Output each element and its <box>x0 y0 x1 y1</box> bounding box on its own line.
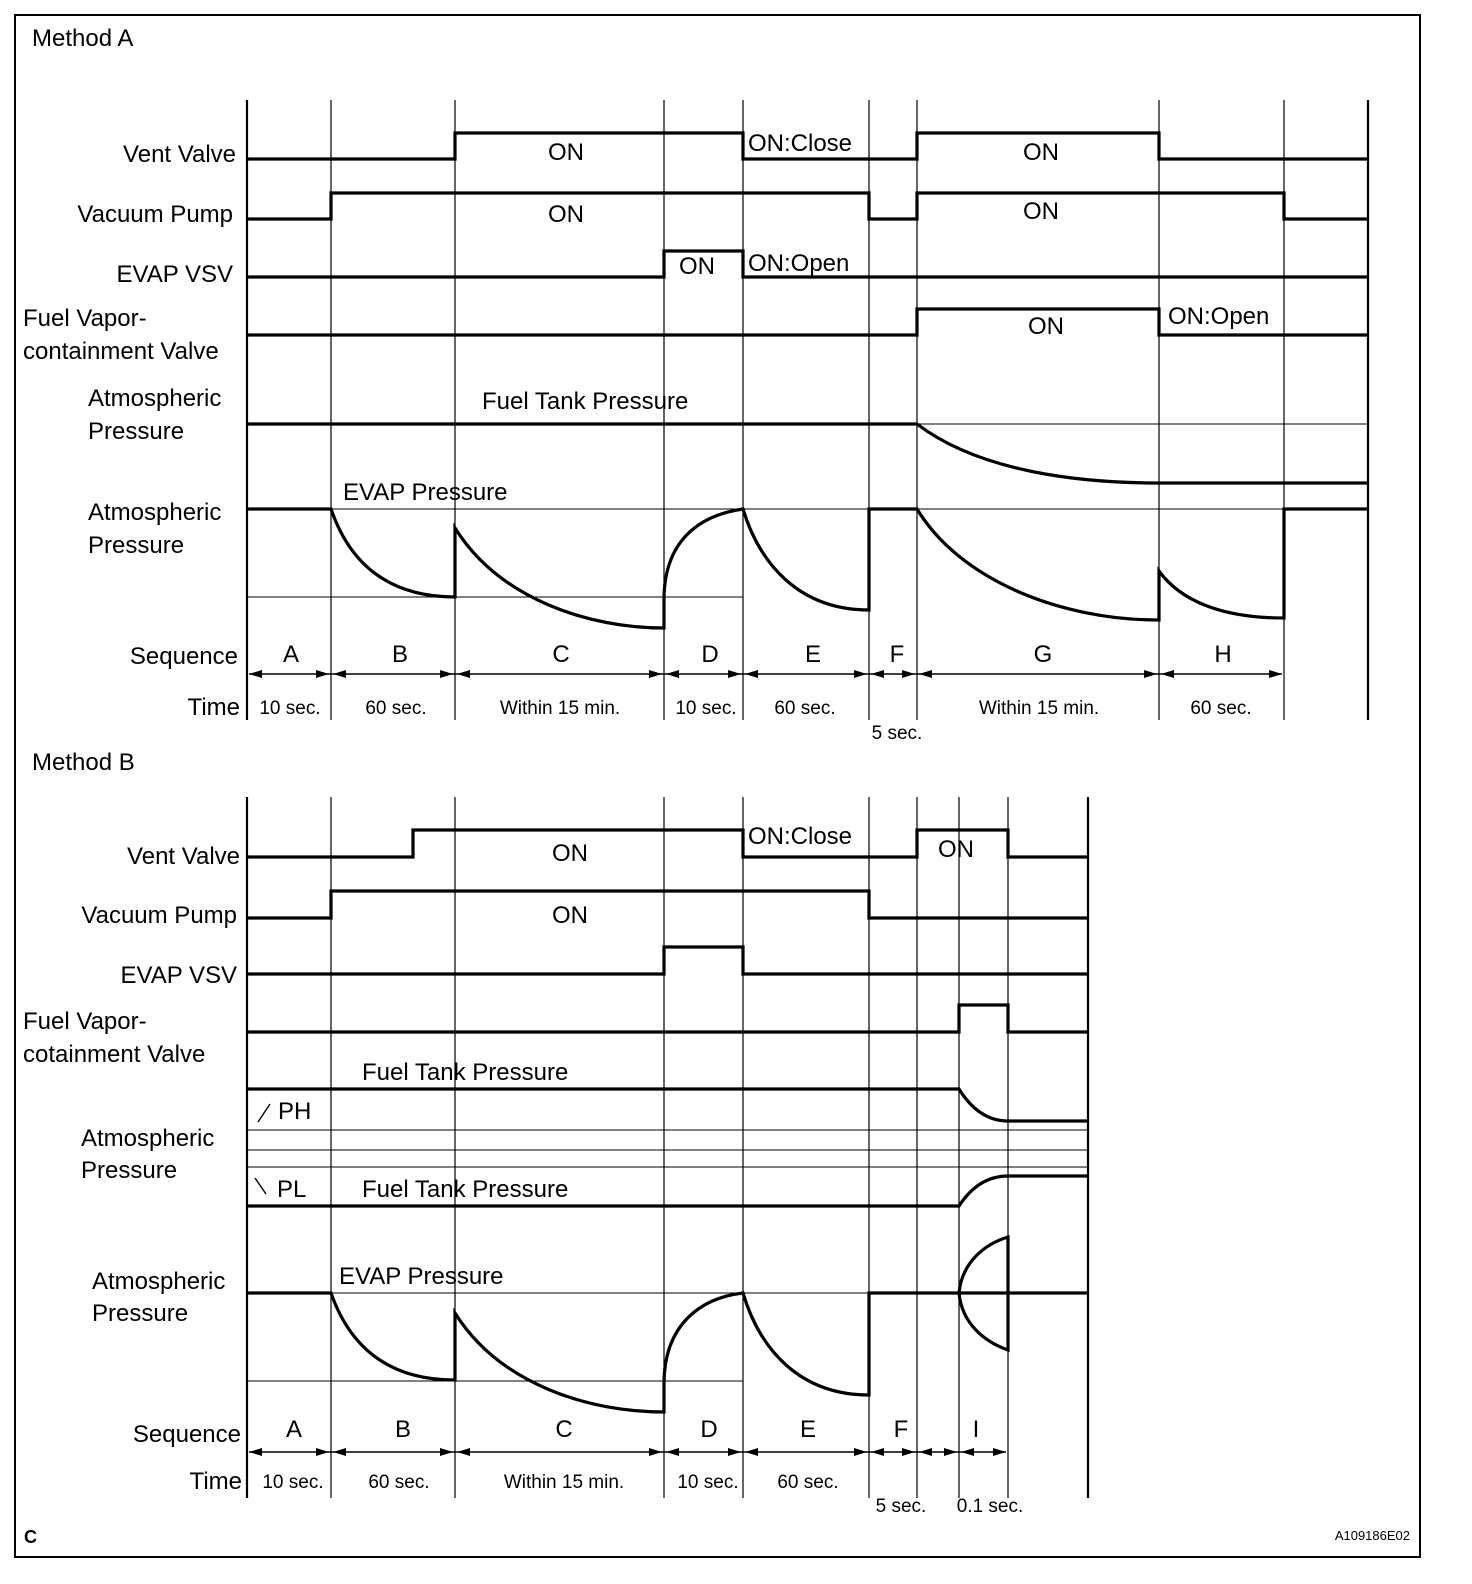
arrowhead <box>871 1448 884 1456</box>
a-seq-arrows <box>249 670 1282 678</box>
figure-code: C <box>24 1527 37 1547</box>
a-pump-on-label-1: ON <box>548 201 584 228</box>
b-seq-letter: I <box>972 1416 980 1443</box>
a-seq-letter: G <box>1033 641 1053 668</box>
arrowhead <box>919 1448 932 1456</box>
a-label-fvc-2: containment Valve <box>23 338 219 365</box>
b-label-atm2-1: Atmospheric <box>92 1268 226 1295</box>
figure-id: A109186E02 <box>1334 1528 1410 1543</box>
b-fuel-tank-pressure-high-trace <box>247 1089 1088 1121</box>
b-label-fvc-2: cotainment Valve <box>23 1041 206 1068</box>
a-vsv-on-label: ON <box>679 253 715 280</box>
arrowhead <box>1144 670 1157 678</box>
a-label-vacuum-pump: Vacuum Pump <box>77 201 233 228</box>
b-seq-letter: F <box>893 1416 909 1443</box>
a-label-atm2-2: Pressure <box>88 532 185 559</box>
b-time-label: 60 sec. <box>368 1472 430 1493</box>
arrowhead <box>249 1448 262 1456</box>
a-time-label: Within 15 min. <box>978 698 1100 719</box>
b-vent-on-label-2: ON <box>938 836 974 863</box>
arrowhead <box>745 1448 758 1456</box>
b-vacuum-pump-trace <box>247 891 1088 918</box>
a-label-fvc-1: Fuel Vapor- <box>23 305 147 332</box>
arrowhead <box>745 670 758 678</box>
a-time-label: 10 sec. <box>675 698 737 719</box>
b-seq-letter: A <box>285 1416 303 1443</box>
arrowhead <box>666 1448 679 1456</box>
a-vent-on-label-1: ON <box>548 139 584 166</box>
arrowhead <box>854 670 867 678</box>
arrowhead <box>1269 670 1282 678</box>
b-evap-vsv-trace <box>247 947 1088 974</box>
a-label-evap-vsv: EVAP VSV <box>116 261 233 288</box>
arrowhead <box>649 670 662 678</box>
b-pl-pointer <box>255 1178 266 1194</box>
a-vacuum-pump-trace <box>247 193 1368 219</box>
a-seq-letter: A <box>282 641 300 668</box>
a-seq-letter: H <box>1214 641 1232 668</box>
outer-frame <box>15 15 1420 1557</box>
a-label-vent-valve: Vent Valve <box>123 141 236 168</box>
arrowhead <box>316 1448 329 1456</box>
arrowhead <box>333 1448 346 1456</box>
a-seq-letter: B <box>391 641 409 668</box>
b-seq-arrows <box>249 1448 1006 1456</box>
method-b-title: Method B <box>32 749 135 776</box>
b-ph-label: PH <box>278 1098 312 1125</box>
b-label-vacuum-pump: Vacuum Pump <box>81 902 237 929</box>
arrowhead <box>1161 670 1174 678</box>
b-seq-letter: C <box>555 1416 573 1443</box>
b-time-label: Within 15 min. <box>503 1472 625 1493</box>
b-time-label: 10 sec. <box>262 1472 324 1493</box>
a-evap-pressure-trace <box>247 509 1368 628</box>
b-pl-label: PL <box>277 1176 307 1203</box>
arrowhead <box>854 1448 867 1456</box>
a-time-label: 5 sec. <box>871 723 923 744</box>
method-a-title: Method A <box>32 25 134 52</box>
b-time-label: 0.1 sec. <box>956 1496 1024 1517</box>
b-ph-pointer <box>258 1104 270 1122</box>
a-evap-pressure-label: EVAP Pressure <box>343 479 508 506</box>
arrowhead <box>666 670 679 678</box>
b-evap-pressure-label: EVAP Pressure <box>339 1263 504 1290</box>
b-label-time: Time <box>189 1468 242 1495</box>
arrowhead <box>871 670 884 678</box>
b-vent-close-label: ON:Close <box>748 823 853 850</box>
arrowhead <box>333 670 346 678</box>
a-seq-letter: C <box>552 641 570 668</box>
b-label-sequence: Sequence <box>132 1421 241 1448</box>
arrowhead <box>440 1448 453 1456</box>
a-time-label: Within 15 min. <box>499 698 621 719</box>
a-label-atm1-1: Atmospheric <box>88 385 222 412</box>
arrowhead <box>961 1448 974 1456</box>
b-vent-on-label-1: ON <box>552 840 588 867</box>
a-fuel-tank-pressure-trace <box>247 424 1368 483</box>
a-time-label: 60 sec. <box>774 698 836 719</box>
b-seq-letter: E <box>799 1416 817 1443</box>
arrowhead <box>902 670 915 678</box>
method-b <box>23 749 1088 1517</box>
a-fuel-tank-pressure-label: Fuel Tank Pressure <box>482 388 689 415</box>
a-vent-on-label-2: ON <box>1023 139 1059 166</box>
arrowhead <box>316 670 329 678</box>
b-seq-letter: B <box>394 1416 412 1443</box>
arrowhead <box>919 670 932 678</box>
arrowhead <box>457 670 470 678</box>
b-label-atm2-2: Pressure <box>92 1300 189 1327</box>
a-seq-letter: E <box>804 641 822 668</box>
a-time-label: 60 sec. <box>365 698 427 719</box>
b-label-fvc-1: Fuel Vapor- <box>23 1008 147 1035</box>
b-seq-letter: D <box>700 1416 718 1443</box>
a-label-time: Time <box>187 694 240 721</box>
arrowhead <box>993 1448 1006 1456</box>
a-pump-on-label-2: ON <box>1023 198 1059 225</box>
arrowhead <box>728 670 741 678</box>
arrowhead <box>440 670 453 678</box>
arrowhead <box>649 1448 662 1456</box>
a-label-atm1-2: Pressure <box>88 418 185 445</box>
b-pump-on-label: ON <box>552 902 588 929</box>
a-fvc-open-label: ON:Open <box>1168 303 1270 330</box>
b-fuel-tank-pressure-label-2: Fuel Tank Pressure <box>362 1176 569 1203</box>
a-label-atm2-1: Atmospheric <box>88 499 222 526</box>
a-vent-close-label: ON:Close <box>748 130 853 157</box>
a-time-label: 10 sec. <box>259 698 321 719</box>
arrowhead <box>457 1448 470 1456</box>
b-label-atm1-1: Atmospheric <box>81 1125 215 1152</box>
arrowhead <box>902 1448 915 1456</box>
a-fvc-on-label: ON <box>1028 313 1064 340</box>
b-fvc-valve-trace <box>247 1005 1088 1032</box>
b-label-atm1-2: Pressure <box>81 1157 178 1184</box>
b-time-label: 10 sec. <box>677 1472 739 1493</box>
a-time-label: 60 sec. <box>1190 698 1252 719</box>
method-a <box>23 25 1368 744</box>
a-seq-letter: D <box>701 641 719 668</box>
b-time-label: 60 sec. <box>777 1472 839 1493</box>
a-label-sequence: Sequence <box>129 643 238 670</box>
a-vsv-open-label: ON:Open <box>748 250 850 277</box>
a-seq-letter: F <box>889 641 905 668</box>
arrowhead <box>728 1448 741 1456</box>
arrowhead <box>944 1448 957 1456</box>
b-time-label: 5 sec. <box>875 1496 927 1517</box>
arrowhead <box>249 670 262 678</box>
b-label-evap-vsv: EVAP VSV <box>120 962 237 989</box>
b-fuel-tank-pressure-label-1: Fuel Tank Pressure <box>362 1059 569 1086</box>
b-label-vent-valve: Vent Valve <box>127 843 240 870</box>
